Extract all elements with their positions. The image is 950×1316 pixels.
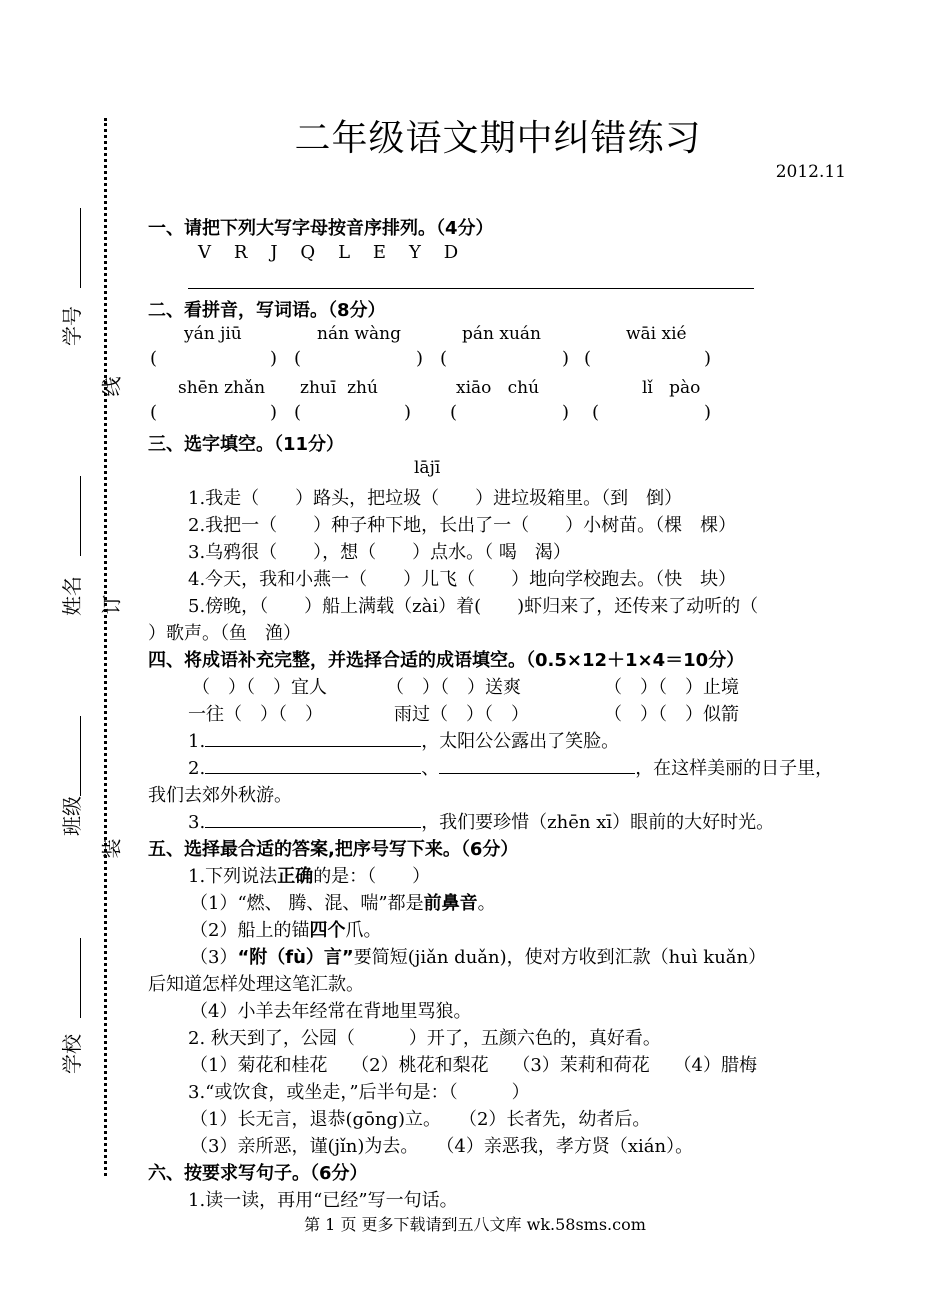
answer-paren: ) [270, 402, 278, 423]
question-3-2: 2.我把一（ ）种子种下地，长出了一（ ）小树苗。（棵 棵） [188, 515, 737, 536]
options-5-3-a: （1）长无言，退恭(gōng)立。 （2）长者先，幼者后。 [190, 1109, 651, 1130]
options-5-3-b: （3）亲所恶，谨(jǐn)为去。 （4）亲恶我，孝方贤（xián）。 [190, 1136, 694, 1157]
answer-paren: ( [294, 348, 302, 369]
name-label: 姓名 [60, 576, 84, 616]
name-write-line [80, 476, 81, 556]
answer-paren: ) [704, 348, 712, 369]
pinyin-5: shēn zhǎn [178, 378, 266, 398]
idiom-3: （ ）（ ）止境 [604, 677, 739, 698]
option-5-1-1: （1）“燃、 腾、混、喘”都是前鼻音。 [190, 893, 496, 914]
class-label: 班级 [60, 796, 84, 836]
binding-char-ding: 订 [99, 594, 124, 615]
question-4-1: 1. ，太阳公公露出了笑脸。 [188, 727, 619, 753]
answer-paren: ( [150, 348, 158, 369]
question-5-3: 3.“或饮食，或坐走，”后半句是：（ ） [188, 1082, 530, 1103]
pinyin-1: yán jiū [184, 324, 242, 344]
binding-char-xian: 线 [99, 376, 124, 397]
idiom-1: （ ）（ ）宜人 [192, 677, 327, 698]
question-3-5: 5.傍晚，（ ）船上满载（zài）着( )虾归来了，还传来了动听的（ [188, 596, 759, 617]
section-5-heading: 五、选择最合适的答案,把序号写下来。（6分） [148, 839, 519, 860]
letter-sequence: V R J Q L E Y D [198, 242, 459, 263]
answer-paren: ( [440, 348, 448, 369]
blank-line [439, 755, 635, 774]
option-5-1-4: （4）小羊去年经常在背地里骂狼。 [190, 1001, 472, 1022]
section-1-heading: 一、请把下列大写字母按音序排列。（4分） [148, 218, 494, 239]
student-id-label: 学号 [60, 306, 84, 346]
question-4-2-cont: 我们去郊外秋游。 [148, 785, 292, 806]
page-footer: 第 1 页 更多下载请到五八文库 wk.58sms.com [304, 1215, 646, 1234]
page-title: 二年级语文期中纠错练习 [294, 118, 702, 159]
answer-paren: ) [562, 402, 570, 423]
question-3-1: 1.我走（ ）路头，把垃圾（ ）进垃圾箱里。（到 倒） [188, 488, 683, 509]
option-5-1-3: （3）“附（fù）言”要简短(jiǎn duǎn)，使对方收到汇款（huì kuǎn） [190, 947, 767, 968]
question-6-1: 1.读一读，再用“已经”写一句话。 [188, 1190, 458, 1211]
idiom-6: （ ）（ ）似箭 [604, 704, 739, 725]
binding-dotted-line [104, 118, 107, 1176]
option-5-1-2: （2）船上的锚四个爪。 [190, 920, 382, 941]
idiom-4: 一往（ ）（ ） [188, 704, 323, 725]
answer-paren: ) [704, 402, 712, 423]
question-3-5-cont: ）歌声。（鱼 渔） [148, 623, 301, 644]
question-4-2: 2. 、 ，在这样美丽的日子里， [188, 754, 833, 780]
pinyin-3: pán xuán [462, 324, 541, 344]
question-3-3: 3.乌鸦很（ ），想（ ）点水。（ 喝 渴） [188, 542, 571, 563]
idiom-5: 雨过（ ）（ ） [394, 704, 529, 725]
answer-paren: ) [404, 402, 412, 423]
question-5-1: 1.下列说法正确的是：（ ） [188, 866, 431, 887]
option-5-1-3-cont: 后知道怎样处理这笔汇款。 [148, 974, 364, 995]
blank-line [205, 755, 421, 774]
blank-line [205, 728, 421, 747]
section-3-heading: 三、选字填空。（11分） [148, 434, 345, 455]
answer-paren: ) [416, 348, 424, 369]
exam-date: 2012.11 [775, 162, 846, 182]
answer-paren: ) [562, 348, 570, 369]
pinyin-8: lǐ pào [642, 378, 701, 398]
pinyin-4: wāi xié [626, 324, 687, 344]
section-6-heading: 六、按要求写句子。（6分） [148, 1163, 368, 1184]
answer-paren: ) [270, 348, 278, 369]
school-write-line [80, 938, 81, 1018]
answer-line [188, 288, 754, 289]
answer-paren: ( [584, 348, 592, 369]
pinyin-2: nán wàng [317, 324, 401, 344]
question-3-4: 4.今天，我和小燕一（ ）儿飞（ ）地向学校跑去。（快 块） [188, 569, 737, 590]
section-2-heading: 二、看拼音，写词语。（8分） [148, 300, 386, 321]
answer-paren: ( [294, 402, 302, 423]
pinyin-7: xiāo chú [456, 378, 540, 398]
answer-paren: ( [450, 402, 458, 423]
school-label: 学校 [60, 1034, 84, 1074]
section-4-heading: 四、将成语补充完整，并选择合适的成语填空。（0.5×12＋1×4＝10分） [148, 650, 745, 671]
pinyin-laji: lājī [414, 458, 441, 478]
id-write-line [80, 208, 81, 288]
answer-paren: ( [592, 402, 600, 423]
idiom-2: （ ）（ ）送爽 [386, 677, 521, 698]
pinyin-6: zhuī zhú [300, 378, 378, 398]
binding-char-zhuang: 装 [99, 838, 124, 859]
blank-line [205, 809, 421, 828]
question-4-3: 3. ，我们要珍惜（zhēn xī）眼前的大好时光。 [188, 808, 774, 834]
question-5-2: 2. 秋天到了，公园（ ）开了，五颜六色的，真好看。 [188, 1028, 661, 1049]
answer-paren: ( [150, 402, 158, 423]
class-write-line [80, 716, 81, 796]
options-5-2: （1）菊花和桂花 （2）桃花和梨花 （3）茉莉和荷花 （4）腊梅 [190, 1055, 757, 1076]
